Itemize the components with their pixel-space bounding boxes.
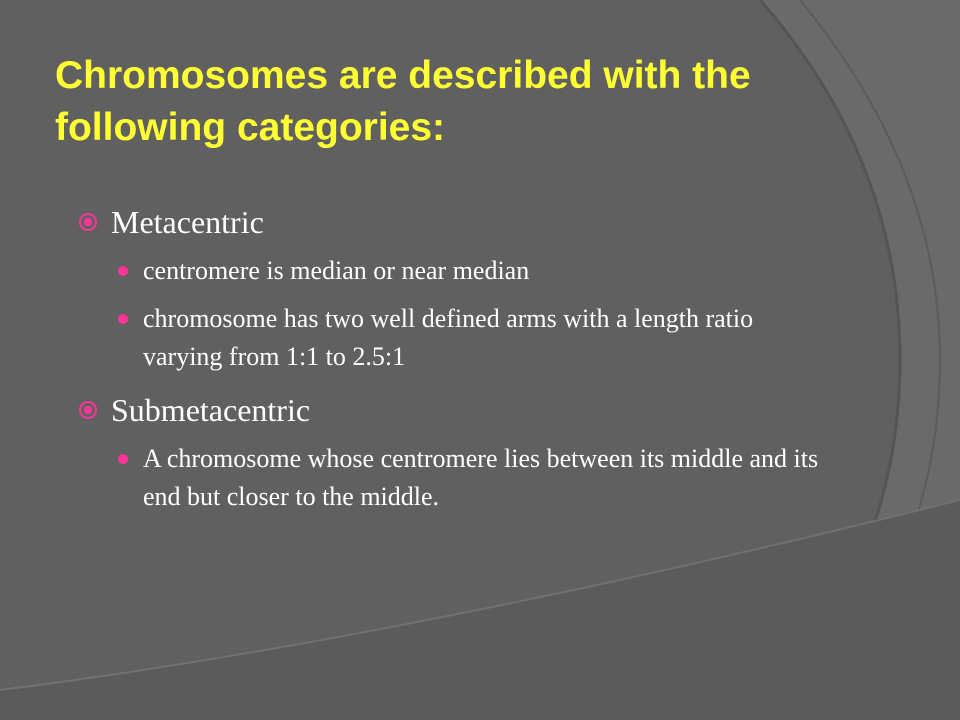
bullet-dot-icon [118, 266, 128, 276]
circled-dot-icon [78, 212, 98, 232]
bullet-metacentric [78, 200, 838, 244]
sub-bullet-text: chromosome has two well defined arms with a length ratio varying from 1:1 to 2.5:1 [143, 304, 754, 371]
bullet-dot-icon [118, 454, 128, 464]
sub-bullet-text: A chromosome whose centromere lies between its middle and its end but closer to the middle. [143, 444, 819, 511]
sub-bullet-item [118, 252, 838, 290]
sub-bullet-item [118, 300, 838, 376]
sub-bullet-item [118, 440, 838, 516]
bullet-dot-icon [118, 314, 128, 324]
bullet-label: Submetacentric [111, 392, 311, 428]
sub-bullet-text: centromere is median or near median [143, 256, 530, 285]
bullet-label: Metacentric [111, 204, 264, 240]
bullet-list [78, 200, 838, 516]
slide-title: Chromosomes are described with the following categories: [55, 54, 751, 149]
circled-dot-icon [78, 400, 98, 420]
bullet-submetacentric [78, 388, 838, 432]
